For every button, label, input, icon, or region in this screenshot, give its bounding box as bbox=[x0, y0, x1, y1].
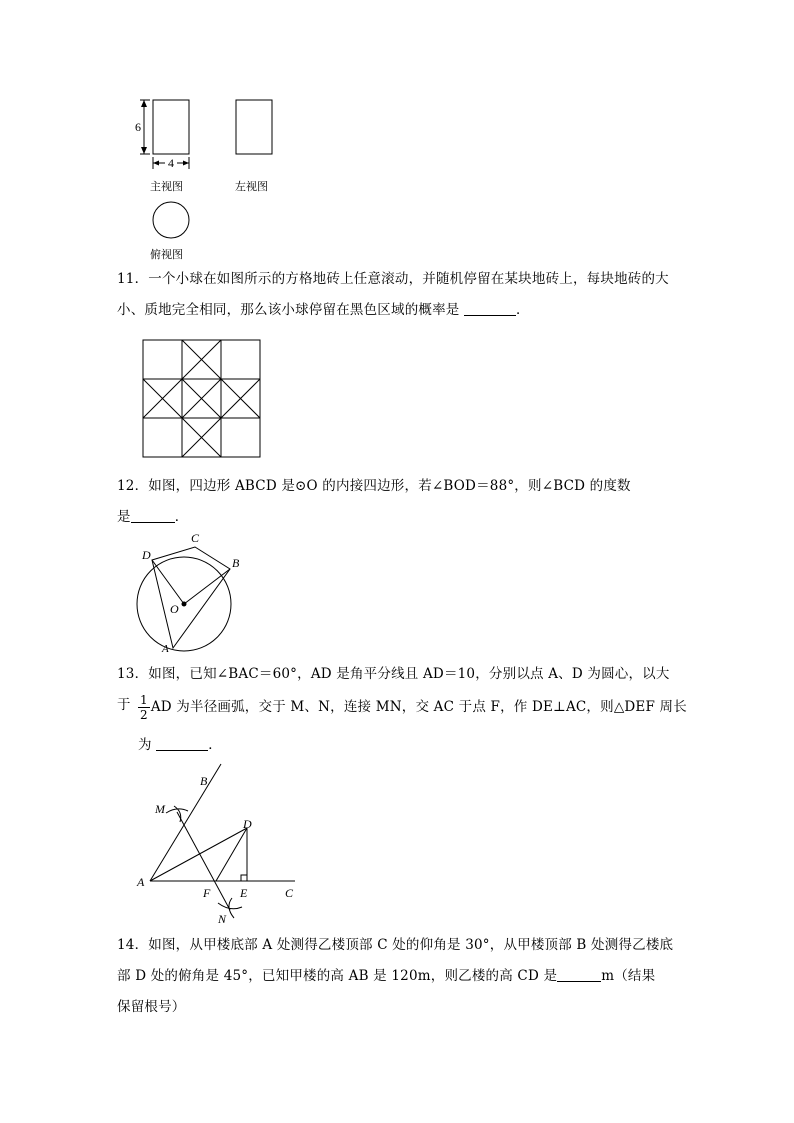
q11-end: ． bbox=[516, 302, 530, 318]
q14-answer-blank[interactable] bbox=[557, 967, 601, 982]
q11-text: 一个小球在如图所示的方格地砖上任意滚动，并随机停留在某块地砖上，每块地砖的大小、质地完全相同，那么该小球停留在黑色区域的概率是 bbox=[117, 271, 669, 318]
left-view-label: 左视图 bbox=[235, 180, 268, 193]
label-e: E bbox=[240, 886, 248, 900]
tile-0-2 bbox=[221, 340, 260, 379]
label-f: F bbox=[203, 886, 211, 900]
ray-ab bbox=[150, 764, 221, 881]
segment-ad bbox=[150, 828, 247, 881]
q13-end: ． bbox=[208, 737, 222, 753]
label-a: A bbox=[162, 643, 169, 653]
q11-number: 11． bbox=[117, 271, 149, 287]
question-11 bbox=[117, 264, 677, 326]
width-dim-label: 4 bbox=[168, 156, 174, 170]
label-c: C bbox=[285, 886, 294, 900]
front-view-rect bbox=[153, 100, 189, 154]
label-o: O bbox=[170, 602, 179, 616]
label-n: N bbox=[218, 912, 227, 926]
label-b: B bbox=[232, 556, 240, 570]
q13-geometry-figure bbox=[130, 760, 305, 930]
fraction-one-half: $\frac{1}{2}$ bbox=[140, 693, 148, 722]
tile-0-0 bbox=[143, 340, 182, 379]
right-angle-mark-e bbox=[241, 875, 247, 881]
left-view-rect bbox=[236, 100, 272, 154]
segment-ob bbox=[184, 569, 230, 604]
question-12 bbox=[117, 471, 677, 533]
height-dim-label: 6 bbox=[135, 120, 141, 134]
q12-answer-blank[interactable] bbox=[131, 508, 175, 523]
question-13-line2 bbox=[138, 692, 698, 723]
q12-line2-prefix: 是 bbox=[117, 509, 131, 525]
label-d: D bbox=[243, 817, 252, 831]
q12-number: 12． bbox=[117, 478, 149, 494]
q12-end: ． bbox=[174, 509, 189, 525]
label-m: M bbox=[155, 802, 165, 816]
arc-n-1 bbox=[218, 903, 242, 909]
q13-line1: 如图，已知∠BAC＝60°，AD 是角平分线且 AD＝10，分别以点 A、D 为圆心，以大于 bbox=[117, 666, 670, 713]
tile-2-0 bbox=[143, 418, 182, 457]
q14-line2-suffix: m（结果 bbox=[601, 968, 656, 984]
q11-answer-blank[interactable] bbox=[464, 301, 516, 316]
center-o-point bbox=[182, 602, 187, 607]
arc-m-2 bbox=[174, 806, 181, 822]
q12-circle-figure bbox=[132, 528, 247, 653]
q12-line1: 如图，四边形 ABCD 是⊙O 的内接四边形，若∠BOD＝88°，则∠BCD 的度数 bbox=[148, 478, 631, 494]
label-b: B bbox=[200, 774, 208, 788]
label-c: C bbox=[191, 531, 200, 545]
q14-line2-prefix: 部 D 处的俯角是 45°，已知甲楼的高 AB 是 120m，则乙楼的高 CD 是 bbox=[117, 968, 558, 984]
q13-number: 13． bbox=[117, 666, 149, 682]
q13-line3-prefix: 为 bbox=[138, 737, 152, 753]
label-a: A bbox=[137, 875, 145, 889]
q14-number: 14． bbox=[117, 937, 149, 953]
label-d: D bbox=[142, 548, 151, 562]
tile-grid-group bbox=[143, 340, 260, 457]
q13-line2: AD 为半径画弧，交于 M、N，连接 MN，交 AC 于点 F，作 DE⊥AC，则△DEF 周长 bbox=[150, 699, 687, 715]
front-view-label: 主视图 bbox=[150, 180, 183, 193]
top-view-label: 俯视图 bbox=[150, 248, 183, 261]
q14-line1: 如图，从甲楼底部 A 处测得乙楼顶部 C 处的仰角是 30°，从甲楼顶部 B 处测得乙楼底 bbox=[148, 937, 674, 953]
q11-tile-grid bbox=[142, 339, 264, 459]
top-view-circle bbox=[153, 202, 189, 238]
question-13-line3 bbox=[138, 730, 698, 761]
question-14 bbox=[117, 930, 677, 1023]
q13-answer-blank[interactable] bbox=[156, 736, 208, 751]
q14-line3: 保留根号） bbox=[117, 999, 186, 1015]
tile-2-2 bbox=[221, 418, 260, 457]
